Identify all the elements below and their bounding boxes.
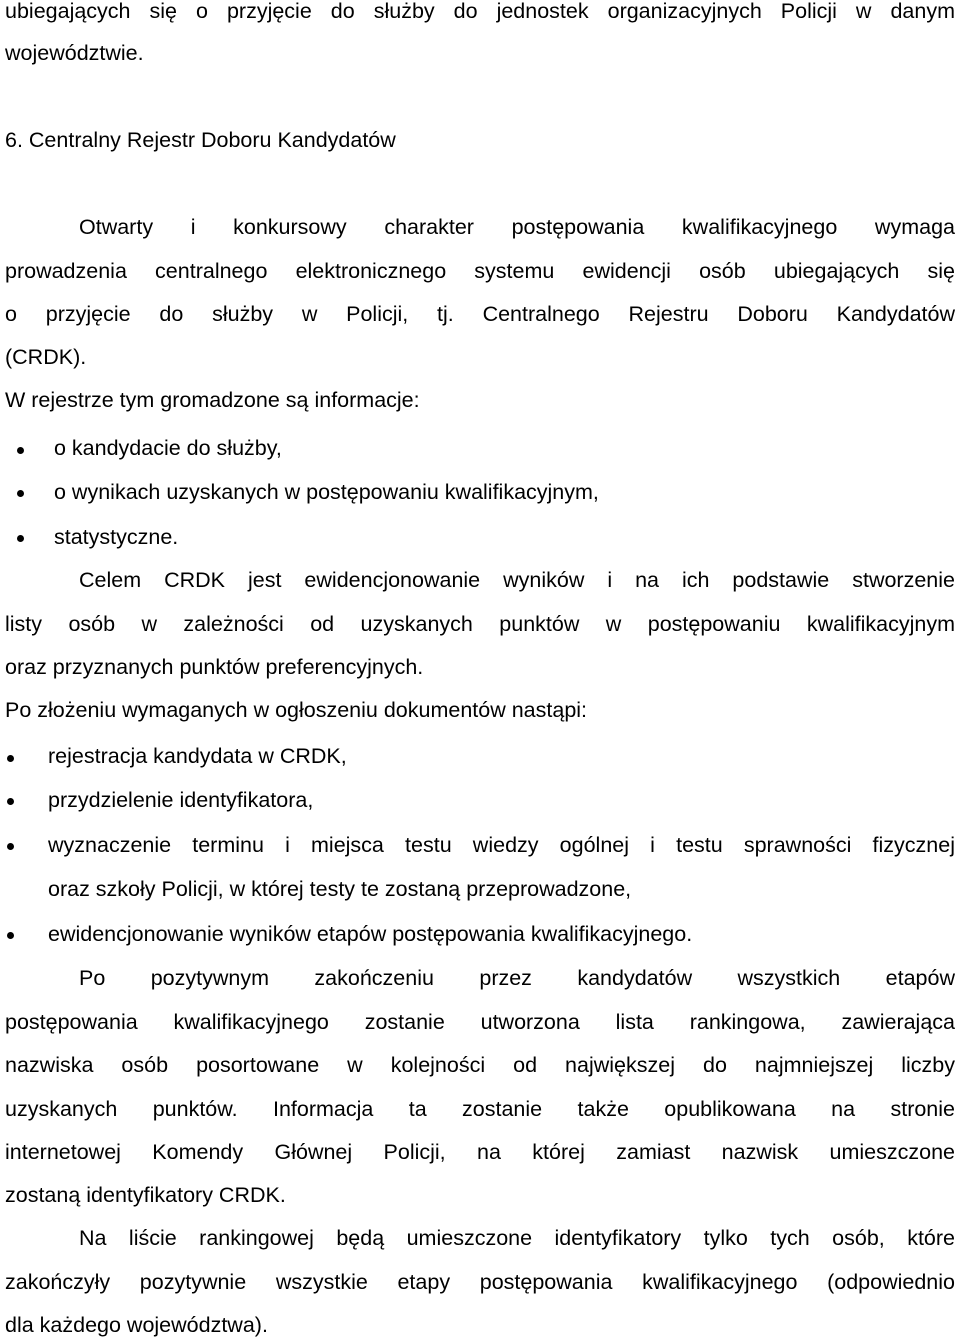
para1-line-1: Otwarty i konkursowy charakter postępowania kwalifikacyjnego wymaga xyxy=(79,215,955,239)
bullet-icon xyxy=(7,798,14,805)
registry-item-3: statystyczne. xyxy=(54,525,179,549)
para3-line-6: zostaną identyfikatory CRDK. xyxy=(5,1183,286,1207)
registry-item-2: o wynikach uzyskanych w postępowaniu kwalifikacyjnym, xyxy=(54,480,599,504)
steps-item-3-line-2: oraz szkoły Policji, w której testy te zostaną przeprowadzone, xyxy=(48,877,632,901)
para3-line-2: postępowania kwalifikacyjnego zostanie utworzona lista rankingowa, zawierająca xyxy=(5,1010,955,1034)
intro-line-2: województwie. xyxy=(5,41,144,65)
para3-line-4: uzyskanych punktów. Informacja ta zostanie także opublikowana na stronie xyxy=(5,1097,955,1121)
steps-intro: Po złożeniu wymaganych w ogłoszeniu dokumentów nastąpi: xyxy=(5,698,588,722)
para3-line-5: internetowej Komendy Głównej Policji, na której zamiast nazwisk umieszczone xyxy=(5,1140,955,1164)
para3-line-1: Po pozytywnym zakończeniu przez kandydatów wszystkich etapów xyxy=(79,966,955,990)
bullet-icon xyxy=(17,490,24,497)
para4-line-3: dla każdego województwa). xyxy=(5,1313,268,1337)
bullet-icon xyxy=(17,535,24,542)
para4-line-1: Na liście rankingowej będą umieszczone identyfikatory tylko tych osób, które xyxy=(79,1226,955,1250)
registry-item-1: o kandydacie do służby, xyxy=(54,436,282,460)
para2-line-3: oraz przyznanych punktów preferencyjnych. xyxy=(5,655,424,679)
bullet-icon xyxy=(7,755,14,762)
section-heading: 6. Centralny Rejestr Doboru Kandydatów xyxy=(5,128,396,152)
steps-item-4: ewidencjonowanie wyników etapów postępowania kwalifikacyjnego. xyxy=(48,922,693,946)
para4-line-2: zakończyły pozytywnie wszystkie etapy postępowania kwalifikacyjnego (odpowiednio xyxy=(5,1270,955,1294)
intro-line-1: ubiegających się o przyjęcie do służby do jednostek organizacyjnych Policji w danym xyxy=(5,0,955,23)
para2-line-1: Celem CRDK jest ewidencjonowanie wyników i na ich podstawie stworzenie xyxy=(79,568,955,592)
bullet-icon xyxy=(7,932,14,939)
steps-item-2: przydzielenie identyfikatora, xyxy=(48,788,314,812)
para1-line-2: prowadzenia centralnego elektronicznego systemu ewidencji osób ubiegających się xyxy=(5,259,955,283)
registry-intro: W rejestrze tym gromadzone są informacje: xyxy=(5,388,420,412)
steps-item-3-line-1: wyznaczenie terminu i miejsca testu wiedzy ogólnej i testu sprawności fizycznej xyxy=(48,833,955,857)
bullet-icon xyxy=(7,843,14,850)
para3-line-3: nazwiska osób posortowane w kolejności od największej do najmniejszej liczby xyxy=(5,1053,955,1077)
para1-line-4: (CRDK). xyxy=(5,345,87,369)
steps-item-1: rejestracja kandydata w CRDK, xyxy=(48,744,347,768)
para2-line-2: listy osób w zależności od uzyskanych punktów w postępowaniu kwalifikacyjnym xyxy=(5,612,955,636)
para1-line-3: o przyjęcie do służby w Policji, tj. Centralnego Rejestru Doboru Kandydatów xyxy=(5,302,955,326)
bullet-icon xyxy=(17,447,24,454)
